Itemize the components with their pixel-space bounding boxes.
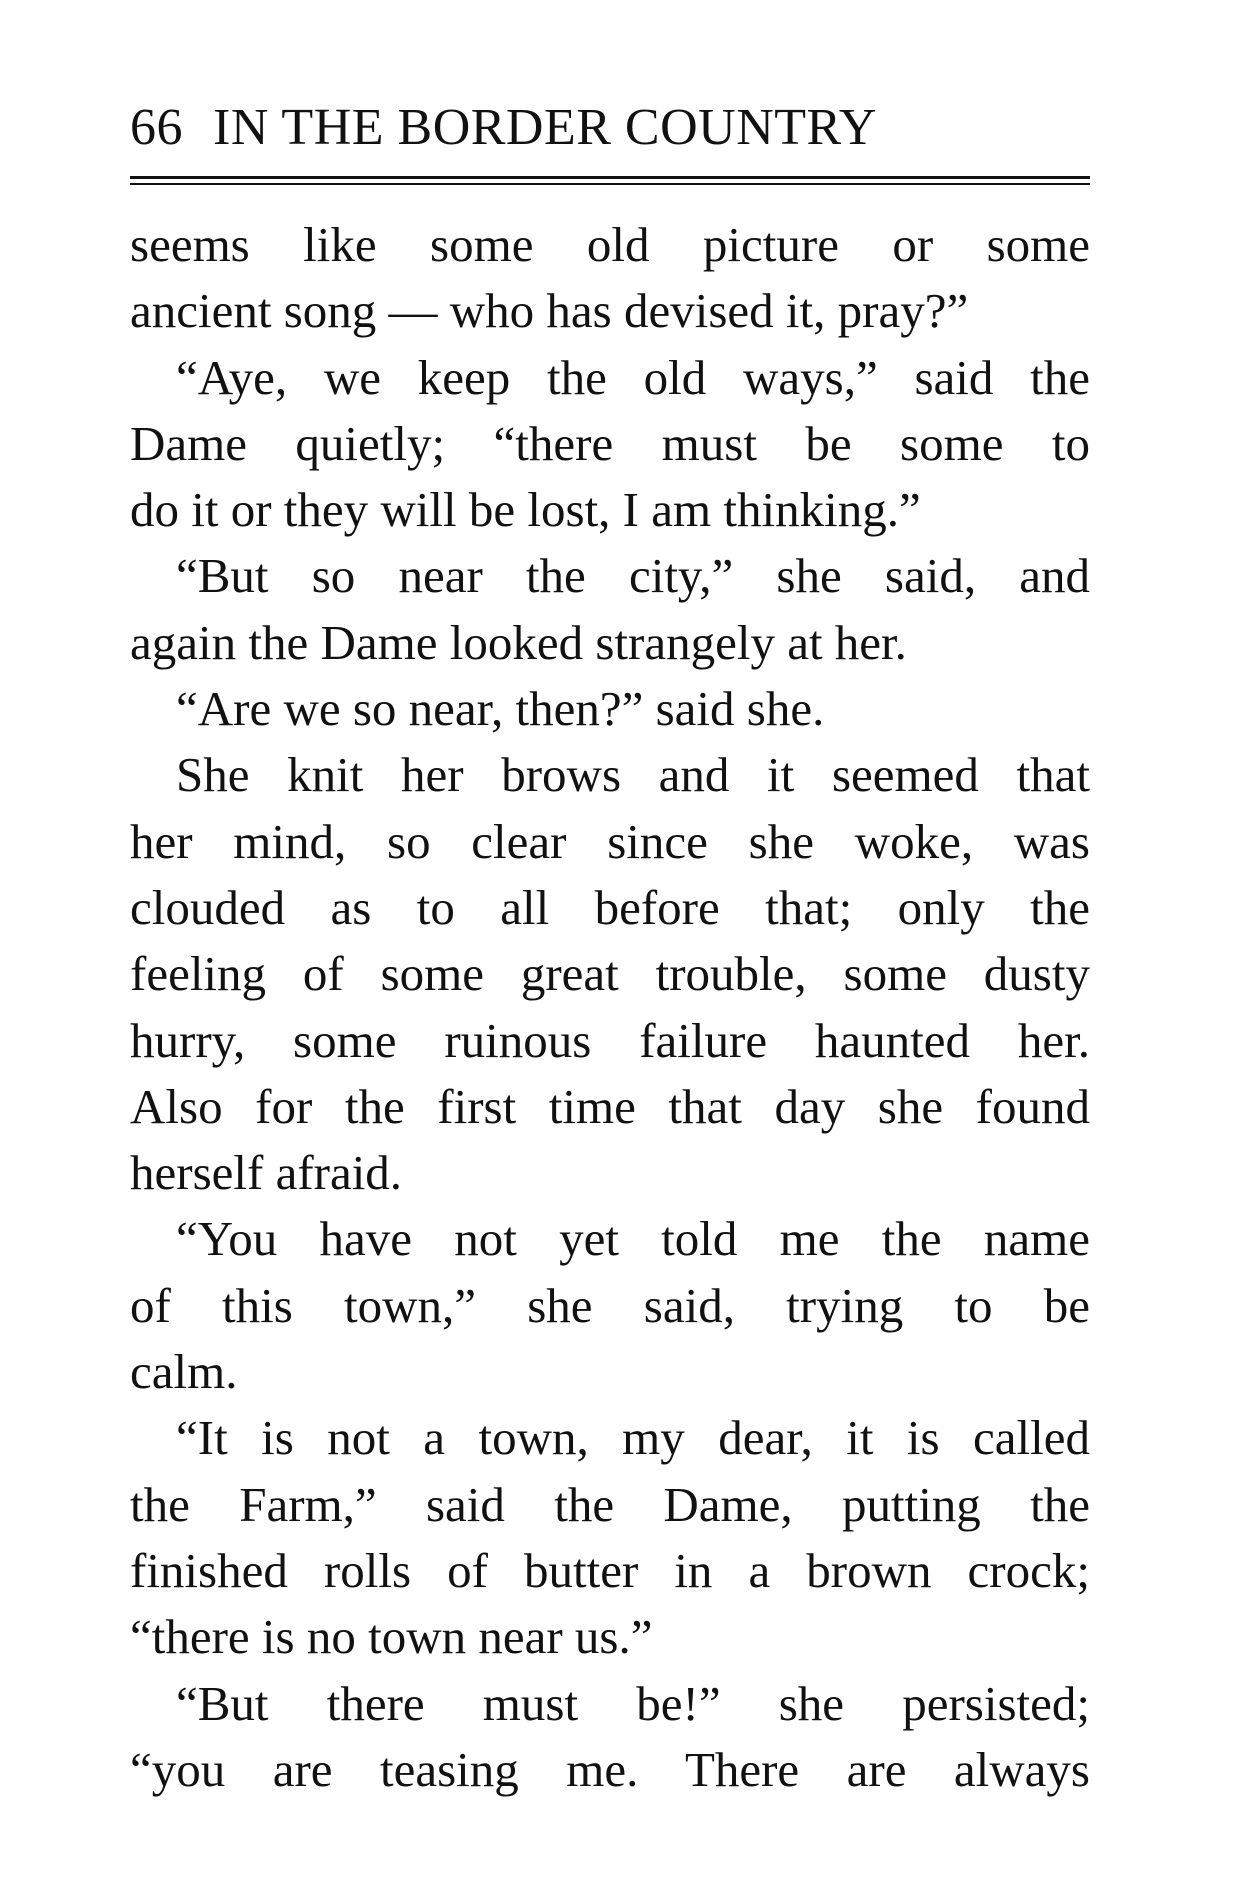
text-line: do it or they will be lost, I am thinking.”: [130, 482, 921, 538]
text-line: her mind, so clear since she woke, was: [130, 813, 1090, 869]
text-line: “Are we so near, then?” said she.: [176, 681, 825, 737]
text-line: “Aye, we keep the old ways,” said the: [176, 349, 1090, 405]
text-line: clouded as to all before that; only the: [130, 879, 1090, 935]
text-line: Dame quietly; “there must be some to: [130, 415, 1090, 471]
text-line: finished rolls of butter in a brown crock;: [130, 1542, 1090, 1598]
text-line: of this town,” she said, trying to be: [130, 1277, 1090, 1333]
text-line: seems like some old picture or some: [130, 217, 1090, 272]
header-rule-top: [130, 176, 1090, 179]
text-line: “It is not a town, my dear, it is called: [176, 1410, 1090, 1466]
text-line: “there is no town near us.”: [130, 1609, 653, 1665]
text-line: “But there must be!” she persisted;: [176, 1675, 1090, 1731]
text-line: “But so near the city,” she said, and: [176, 548, 1090, 604]
text-line: She knit her brows and it seemed that: [176, 747, 1090, 803]
page-number: 66: [130, 99, 183, 156]
body-text: [130, 212, 1090, 1803]
text-line: calm.: [130, 1344, 238, 1400]
text-line: herself afraid.: [130, 1145, 403, 1201]
text-line: “You have not yet told me the name: [176, 1211, 1090, 1267]
text-line: feeling of some great trouble, some dusty: [130, 946, 1090, 1002]
running-head: [130, 98, 1090, 158]
running-title: IN THE BORDER COUNTRY: [213, 99, 877, 156]
header-rule-bottom: [130, 183, 1090, 185]
text-line: “you are teasing me. There are always: [130, 1741, 1090, 1797]
text-line: ancient song — who has devised it, pray?”: [130, 283, 969, 339]
text-line: the Farm,” said the Dame, putting the: [130, 1476, 1090, 1532]
text-line: again the Dame looked strangely at her.: [130, 614, 907, 670]
text-line: hurry, some ruinous failure haunted her.: [130, 1012, 1090, 1068]
text-line: Also for the first time that day she found: [130, 1078, 1090, 1134]
